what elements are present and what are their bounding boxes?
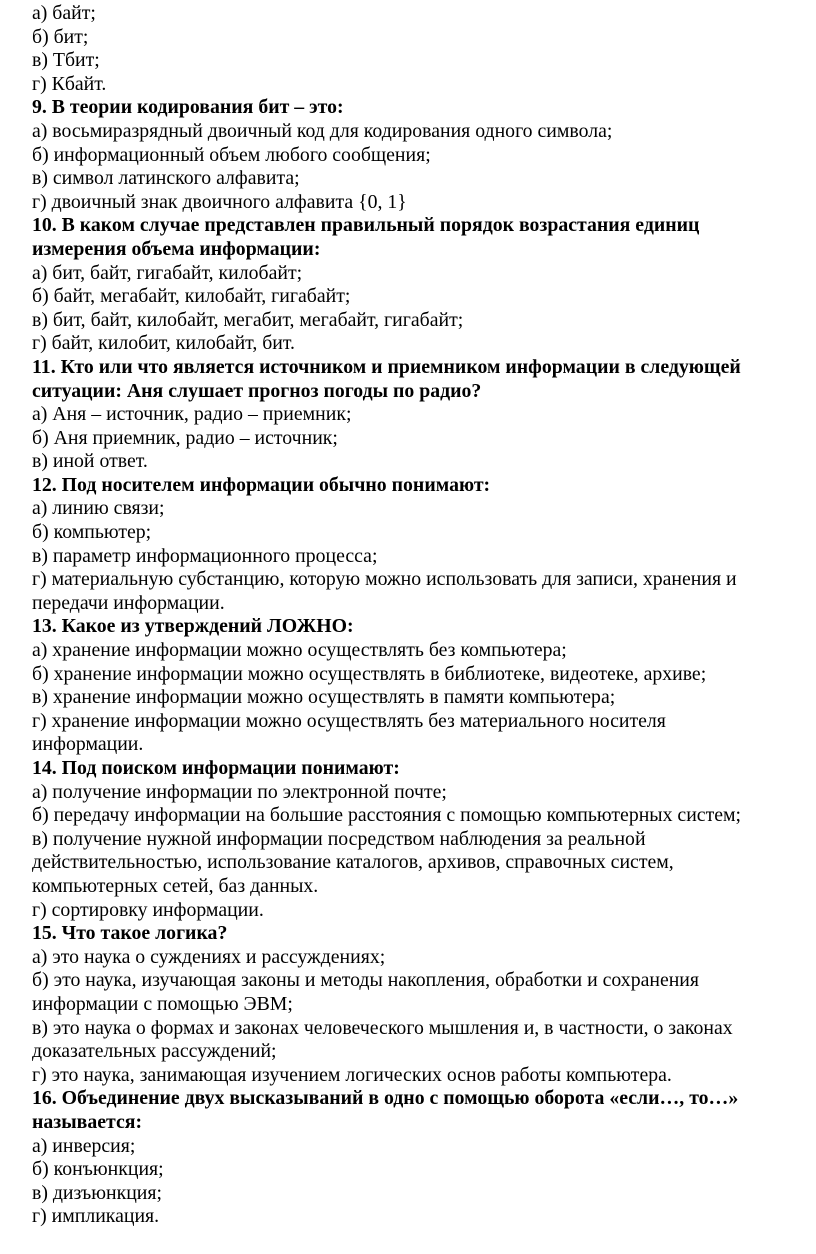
question-heading: 12. Под носителем информации обычно понимают: — [32, 473, 491, 496]
answer-option: а) восьмиразрядный двоичный код для кодирования одного символа; — [32, 119, 613, 142]
answer-option: б) Аня приемник, радио – источник; — [32, 426, 338, 449]
question-heading: 9. В теории кодирования бит – это: — [32, 96, 344, 119]
answer-option: в) хранение информации можно осуществлять в памяти компьютера; — [32, 686, 616, 709]
answer-option: доказательных рассуждений; — [32, 1040, 277, 1063]
question-heading: 15. Что такое логика? — [32, 922, 228, 945]
question-heading: 11. Кто или что является источником и приемником информации в следующей — [32, 355, 741, 378]
answer-option: б) бит; — [32, 25, 89, 48]
answer-option: информации. — [32, 733, 144, 756]
answer-option: а) линию связи; — [32, 497, 165, 520]
answer-option: действительностью, использование каталогов, архивов, справочных систем, — [32, 851, 674, 874]
answer-option: б) хранение информации можно осуществлять в библиотеке, видеотеке, архиве; — [32, 662, 707, 685]
answer-option: г) материальную субстанцию, которую можно использовать для записи, хранения и — [32, 568, 737, 591]
answer-option: а) байт; — [32, 2, 96, 24]
answer-option: в) бит, байт, килобайт, мегабит, мегабайт, гигабайт; — [32, 308, 464, 331]
question-heading: 16. Объединение двух высказываний в одно с помощью оборота «если…, то…» — [32, 1087, 739, 1110]
answer-option: г) импликация. — [32, 1205, 160, 1228]
answer-option: в) получение нужной информации посредством наблюдения за реальной — [32, 827, 646, 850]
answer-option: в) Тбит; — [32, 49, 100, 72]
answer-option: а) хранение информации можно осуществлять без компьютера; — [32, 639, 567, 662]
answer-option: в) символ латинского алфавита; — [32, 167, 300, 190]
question-heading: называется: — [32, 1110, 143, 1133]
answer-option: а) бит, байт, гигабайт, килобайт; — [32, 261, 303, 284]
answer-option: г) это наука, занимающая изучением логических основ работы компьютера. — [32, 1063, 672, 1086]
answer-option: б) информационный объем любого сообщения; — [32, 143, 431, 166]
answer-option: б) конъюнкция; — [32, 1158, 164, 1181]
answer-option: в) иной ответ. — [32, 450, 148, 473]
answer-option: г) хранение информации можно осуществлять без материального носителя — [32, 709, 666, 732]
answer-option: информации с помощью ЭВМ; — [32, 992, 293, 1015]
answer-option: г) двоичный знак двоичного алфавита {0, 1} — [32, 190, 407, 213]
answer-option: б) байт, мегабайт, килобайт, гигабайт; — [32, 285, 351, 308]
answer-option: г) Кбайт. — [32, 72, 107, 95]
answer-option: б) это наука, изучающая законы и методы накопления, обработки и сохранения — [32, 969, 699, 992]
answer-option: а) инверсия; — [32, 1134, 136, 1157]
answer-option: б) передачу информации на большие расстояния с помощью компьютерных систем; — [32, 804, 742, 827]
question-heading: ситуации: Аня слушает прогноз погоды по радио? — [32, 379, 482, 402]
answer-option: г) байт, килобит, килобайт, бит. — [32, 332, 295, 355]
answer-option: в) дизъюнкция; — [32, 1181, 162, 1204]
answer-option: а) это наука о суждениях и рассуждениях; — [32, 945, 386, 968]
answer-option: в) это наука о формах и законах человеческого мышления и, в частности, о законах — [32, 1016, 733, 1039]
answer-option: компьютерных сетей, баз данных. — [32, 874, 319, 897]
document-page — [32, 2, 792, 1229]
answer-option: а) получение информации по электронной почте; — [32, 780, 447, 803]
question-heading: 14. Под поиском информации понимают: — [32, 757, 400, 779]
answer-option: г) сортировку информации. — [32, 898, 264, 921]
answer-option: передачи информации. — [32, 591, 225, 614]
question-heading: 10. В каком случае представлен правильный порядок возрастания единиц — [32, 214, 700, 237]
answer-option: а) Аня – источник, радио – приемник; — [32, 403, 352, 426]
question-heading: измерения объема информации: — [32, 237, 321, 260]
answer-option: б) компьютер; — [32, 521, 152, 544]
question-heading: 13. Какое из утверждений ЛОЖНО: — [32, 615, 354, 638]
answer-option: в) параметр информационного процесса; — [32, 544, 378, 567]
